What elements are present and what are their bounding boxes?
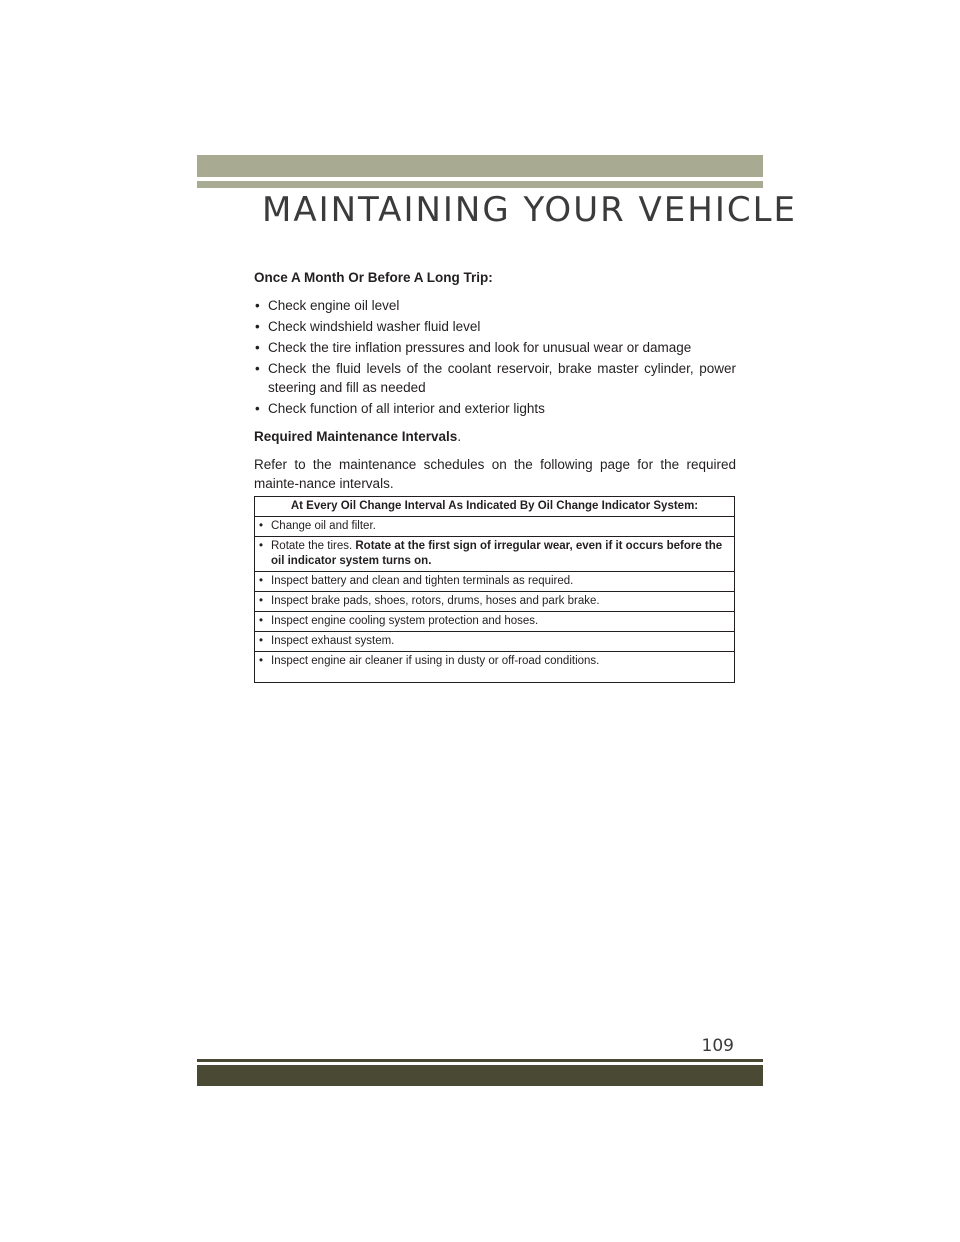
list-item: • Check windshield washer fluid level — [254, 317, 736, 336]
list-item: • Check function of all interior and exterior lights — [254, 399, 736, 418]
header-band — [197, 155, 763, 177]
table-cell-text: Inspect brake pads, shoes, rotors, drums, hoses and park brake. — [271, 595, 600, 607]
list-item: • Check the fluid levels of the coolant reservoir, brake master cylinder, power steering and fill as needed — [254, 359, 736, 397]
table-row: • Rotate the tires. Rotate at the first sign of irregular wear, even if it occurs before the oil indicator system turns on. — [255, 537, 735, 572]
intervals-heading-text: Required Maintenance Intervals — [254, 429, 458, 444]
intervals-heading — [254, 427, 736, 446]
page-number: 109 — [701, 1036, 734, 1056]
table-header: At Every Oil Change Interval As Indicated By Oil Change Indicator System: — [255, 497, 735, 517]
table-row: • Inspect brake pads, shoes, rotors, drums, hoses and park brake. — [255, 592, 735, 612]
list-item: • Check the tire inflation pressures and look for unusual wear or damage — [254, 338, 736, 357]
table-cell-text: Inspect exhaust system. — [271, 635, 395, 647]
table-row: • Inspect engine air cleaner if using in dusty or off-road conditions. — [255, 652, 735, 683]
maintenance-table — [254, 496, 735, 683]
table-cell-bold-text: Rotate at the first sign of irregular wear, even if it occurs before the oil indicator system turns on. — [271, 540, 723, 567]
table-cell-text: Inspect engine cooling system protection and hoses. — [271, 615, 539, 627]
table-cell-text: Rotate the tires. — [271, 540, 356, 552]
footer-band — [197, 1065, 763, 1086]
table-cell-text: Inspect battery and clean and tighten terminals as required. — [271, 575, 574, 587]
page-content — [254, 268, 736, 683]
monthly-heading: Once A Month Or Before A Long Trip: — [254, 270, 493, 285]
footer-band-thin — [197, 1059, 763, 1062]
section-title: MAINTAINING YOUR VEHICLE — [262, 190, 798, 230]
table-cell-text: Change oil and filter. — [271, 520, 376, 532]
monthly-checklist — [254, 296, 736, 418]
header-band-thin — [197, 181, 763, 188]
table-row: • Change oil and filter. — [255, 517, 735, 537]
table-row: • Inspect engine cooling system protection and hoses. — [255, 612, 735, 632]
intervals-heading-suffix: . — [457, 429, 462, 444]
table-cell-text: Inspect engine air cleaner if using in dusty or off-road conditions. — [271, 655, 600, 667]
intervals-paragraph: Refer to the maintenance schedules on the following page for the required mainte-nance intervals. — [254, 457, 736, 491]
list-item: • Check engine oil level — [254, 296, 736, 315]
table-row: • Inspect battery and clean and tighten terminals as required. — [255, 572, 735, 592]
table-row: • Inspect exhaust system. — [255, 632, 735, 652]
